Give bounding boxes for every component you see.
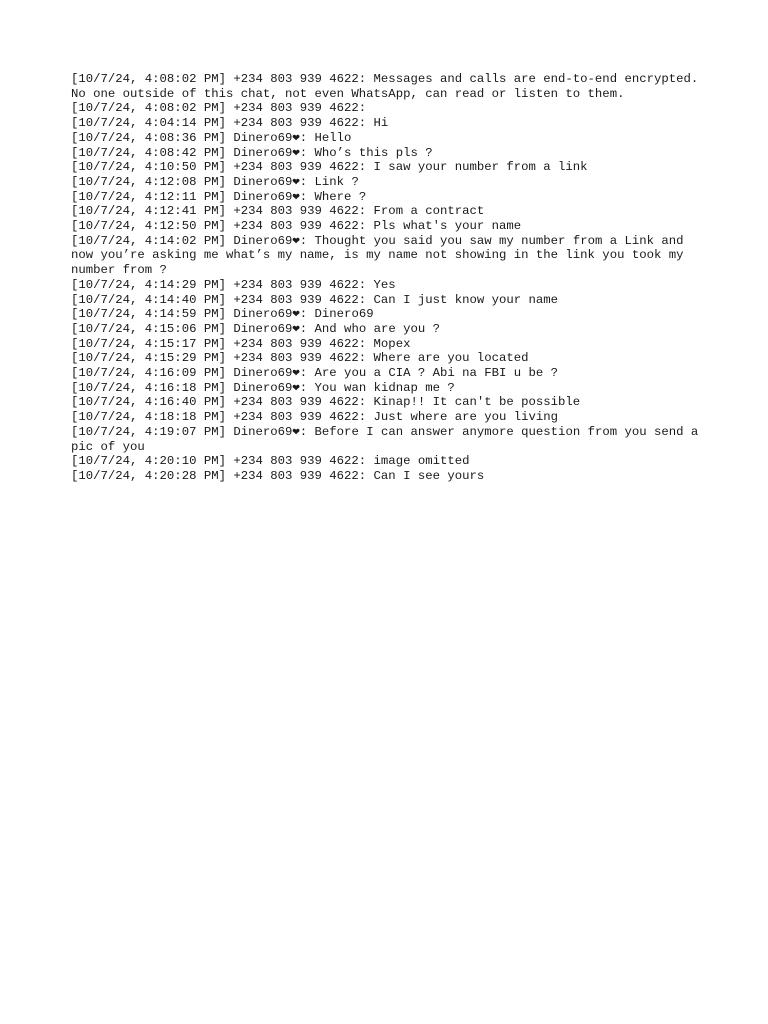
chat-line: [10/7/24, 4:12:08 PM] Dinero69❤: Link ? <box>71 174 359 189</box>
chat-line: [10/7/24, 4:14:02 PM] Dinero69❤: Thought you said you saw my number from a Link and now you’re asking me what’s my name, is my name not showing in the link you took my number from ? <box>71 233 691 278</box>
chat-line: [10/7/24, 4:08:02 PM] +234 803 939 4622: <box>71 101 374 116</box>
chat-line: [10/7/24, 4:12:50 PM] +234 803 939 4622: Pls what's your name <box>71 219 522 234</box>
chat-line: [10/7/24, 4:15:06 PM] Dinero69❤: And who are you ? <box>71 321 440 336</box>
chat-line: [10/7/24, 4:14:59 PM] Dinero69❤: Dinero69 <box>71 307 374 322</box>
chat-line: [10/7/24, 4:15:17 PM] +234 803 939 4622: Mopex <box>71 336 411 351</box>
chat-line: [10/7/24, 4:14:29 PM] +234 803 939 4622: Yes <box>71 277 396 292</box>
chat-line: [10/7/24, 4:15:29 PM] +234 803 939 4622: Where are you located <box>71 351 529 366</box>
chat-line: [10/7/24, 4:08:36 PM] Dinero69❤: Hello <box>71 130 352 145</box>
chat-line: [10/7/24, 4:12:41 PM] +234 803 939 4622: From a contract <box>71 204 485 219</box>
chat-line: [10/7/24, 4:16:18 PM] Dinero69❤: You wan kidnap me ? <box>71 380 455 395</box>
chat-line: [10/7/24, 4:20:28 PM] +234 803 939 4622: Can I see yours <box>71 468 485 483</box>
chat-line: [10/7/24, 4:16:09 PM] Dinero69❤: Are you a CIA ? Abi na FBI u be ? <box>71 366 559 381</box>
chat-line: [10/7/24, 4:12:11 PM] Dinero69❤: Where ? <box>71 189 367 204</box>
chat-line: [10/7/24, 4:10:50 PM] +234 803 939 4622: I saw your number from a link <box>71 160 588 175</box>
chat-line: [10/7/24, 4:19:07 PM] Dinero69❤: Before I can answer anymore question from you send a pic of you <box>71 424 706 454</box>
chat-line-encryption-notice: [10/7/24, 4:08:02 PM] +234 803 939 4622: Messages and calls are end-to-end encrypted. No one outside of this chat, not even WhatsApp, can read or listen to them. <box>71 72 706 101</box>
chat-line: [10/7/24, 4:16:40 PM] +234 803 939 4622: Kinap!! It can't be possible <box>71 395 581 410</box>
chat-line: [10/7/24, 4:20:10 PM] +234 803 939 4622: image omitted <box>71 454 470 469</box>
chat-export-text <box>71 72 706 484</box>
chat-line: [10/7/24, 4:14:40 PM] +234 803 939 4622: Can I just know your name <box>71 292 559 307</box>
chat-line: [10/7/24, 4:08:42 PM] Dinero69❤: Who’s this pls ? <box>71 145 433 160</box>
chat-line: [10/7/24, 4:04:14 PM] +234 803 939 4622: Hi <box>71 116 389 131</box>
chat-line: [10/7/24, 4:18:18 PM] +234 803 939 4622: Just where are you living <box>71 410 559 425</box>
